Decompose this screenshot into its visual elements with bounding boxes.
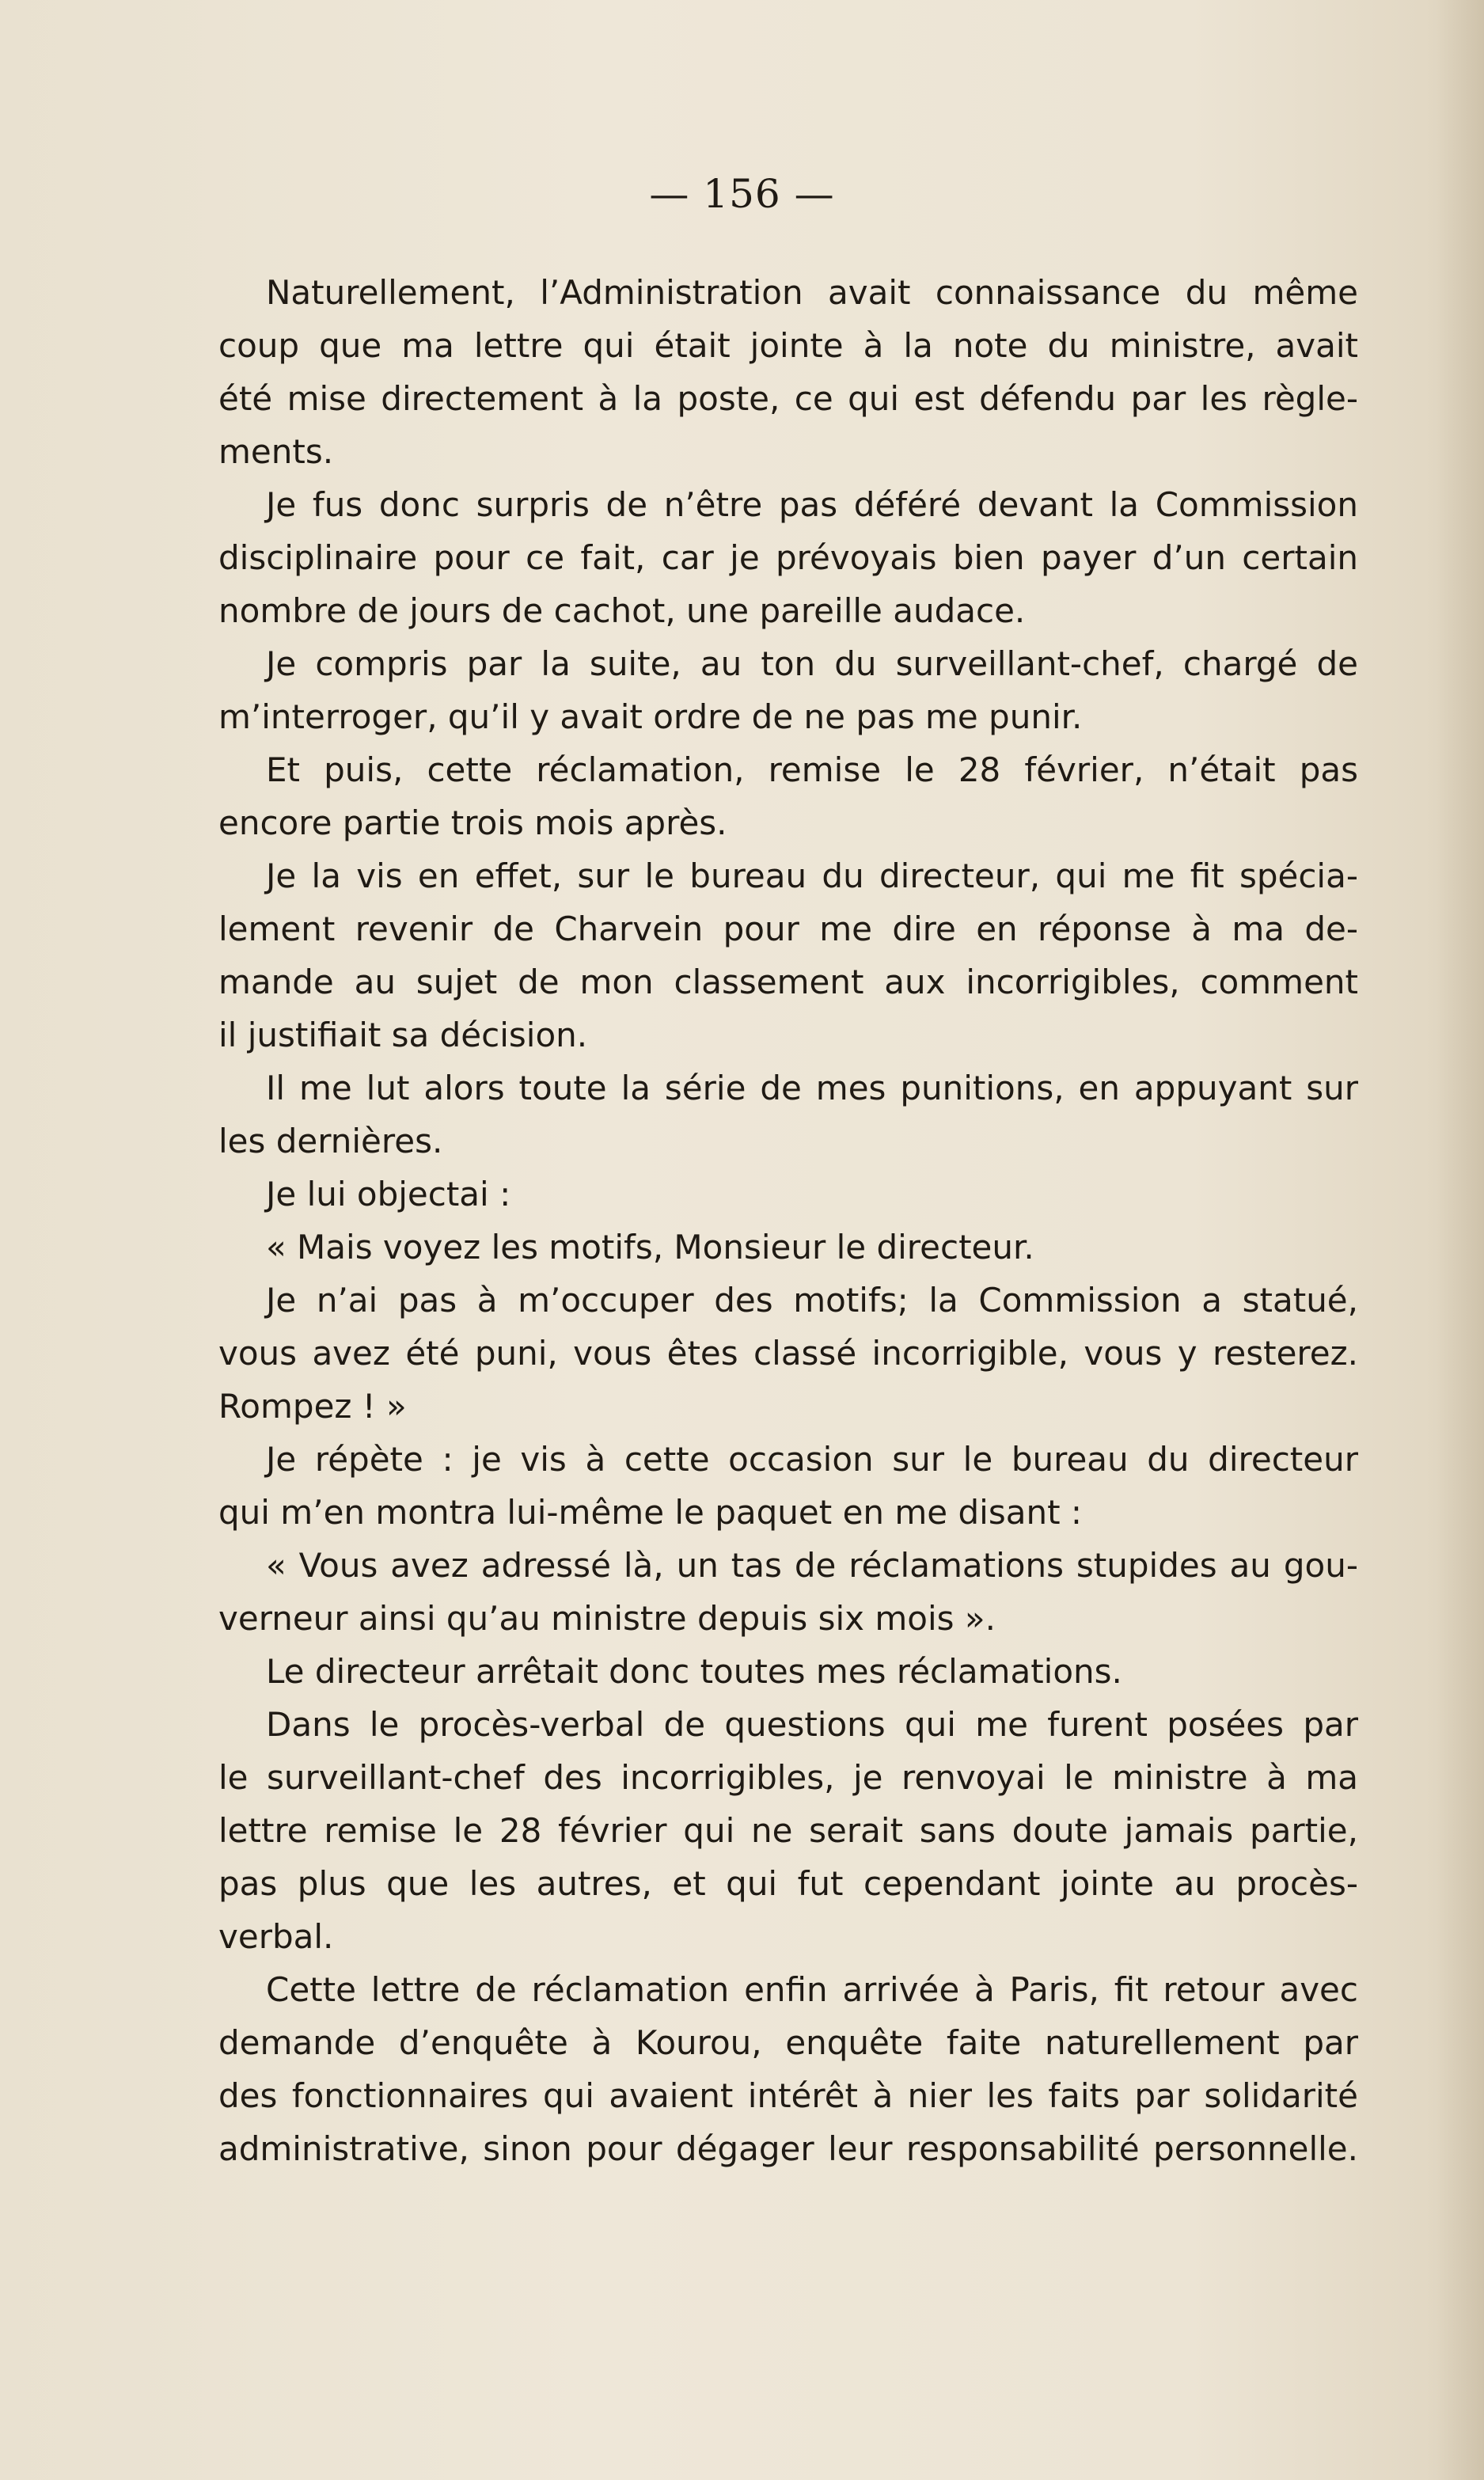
text-line: Cette lettre de réclamation enfin arrivée à Paris, fit retour avec: [266, 1970, 1358, 2009]
text-line: mande au sujet de mon classement aux incorrigibles, comment: [218, 963, 1358, 1001]
text-line: lement revenir de Charvein pour me dire en réponse à ma de-: [218, 910, 1358, 948]
text-line: des fonctionnaires qui avaient intérêt à nier les faits par solidarité: [218, 2076, 1358, 2115]
text-line: lettre remise le 28 février qui ne serait sans doute jamais partie,: [218, 1811, 1358, 1850]
text-line: disciplinaire pour ce fait, car je prévoyais bien payer d’un certain: [218, 538, 1358, 577]
text-line: vous avez été puni, vous êtes classé incorrigible, vous y resterez.: [218, 1334, 1358, 1373]
text-line: pas plus que les autres, et qui fut cependant jointe au procès-: [218, 1864, 1358, 1903]
text-line: Dans le procès-verbal de questions qui me furent posées par: [266, 1705, 1358, 1744]
text-line: administrative, sinon pour dégager leur responsabilité personnelle.: [218, 2129, 1358, 2168]
text-line: « Vous avez adressé là, un tas de réclamations stupides au gou-: [266, 1546, 1358, 1585]
text-line: demande d’enquête à Kourou, enquête faite naturellement par: [218, 2023, 1358, 2062]
text-line: Et puis, cette réclamation, remise le 28 février, n’était pas: [266, 750, 1358, 789]
page-number: — 156 —: [649, 171, 835, 217]
text-line: encore partie trois mois après.: [218, 803, 727, 842]
text-line: Je compris par la suite, au ton du surveillant-chef, chargé de: [266, 644, 1358, 683]
text-line: il justifiait sa décision.: [218, 1016, 588, 1054]
text-line: Je la vis en effet, sur le bureau du directeur, qui me fit spécia-: [266, 856, 1358, 895]
text-line: m’interroger, qu’il y avait ordre de ne pas me punir.: [218, 697, 1083, 736]
text-line: Je fus donc surpris de n’être pas déféré devant la Commission: [266, 485, 1358, 524]
text-line: verneur ainsi qu’au ministre depuis six mois ».: [218, 1599, 996, 1638]
text-line: verbal.: [218, 1917, 334, 1956]
text-line: été mise directement à la poste, ce qui est défendu par les règle-: [218, 379, 1358, 418]
text-line: qui m’en montra lui-même le paquet en me disant :: [218, 1493, 1083, 1532]
text-line: Je répète : je vis à cette occasion sur le bureau du directeur: [266, 1440, 1358, 1479]
text-line: « Mais voyez les motifs, Monsieur le directeur.: [266, 1228, 1034, 1267]
text-line: les dernières.: [218, 1122, 443, 1160]
text-line: ments.: [218, 432, 334, 471]
text-line: nombre de jours de cachot, une pareille audace.: [218, 591, 1026, 630]
text-line: Le directeur arrêtait donc toutes mes réclamations.: [266, 1652, 1122, 1691]
page-edge-shadow: [1437, 0, 1484, 2480]
text-line: le surveillant-chef des incorrigibles, je renvoyai le ministre à ma: [218, 1758, 1358, 1797]
text-line: Il me lut alors toute la série de mes punitions, en appuyant sur: [266, 1069, 1358, 1107]
text-line: Naturellement, l’Administration avait connaissance du même: [266, 273, 1358, 312]
text-line: Rompez ! »: [218, 1387, 407, 1426]
text-line: Je lui objectai :: [266, 1175, 511, 1213]
text-line: Je n’ai pas à m’occuper des motifs; la Commission a statué,: [266, 1281, 1358, 1320]
text-line: coup que ma lettre qui était jointe à la note du ministre, avait: [218, 326, 1358, 365]
body-text: [218, 266, 1358, 2175]
